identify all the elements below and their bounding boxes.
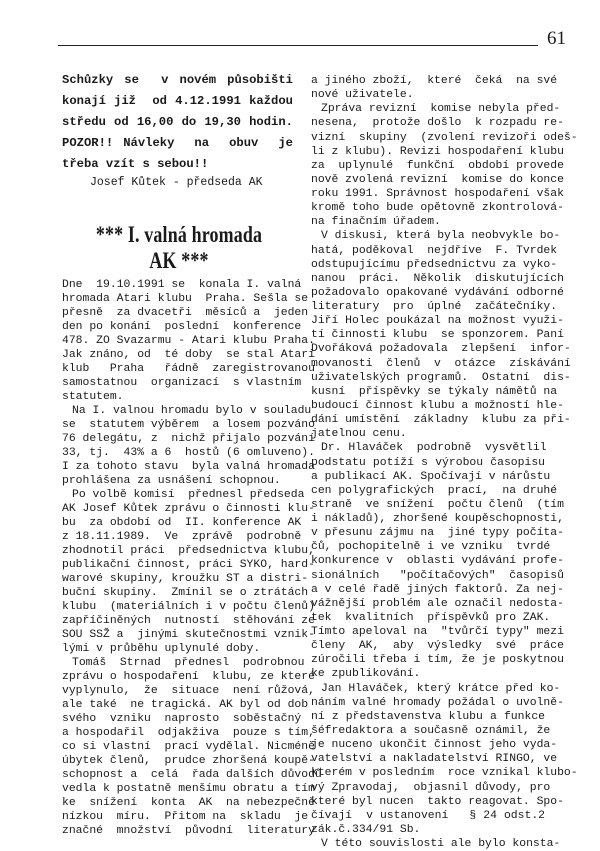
text-line: samostatnou organizací s vlastním [62,377,302,389]
text-line: nízkou míru. Přitom na skladu je [62,811,309,823]
text-line: vatelství a nakladatelství RINGO, ve [311,753,558,766]
text-line: šéfredaktora a současně oznámil, že [311,724,551,737]
text-line: SOU SSŽ a jinými skutečnostmi vznik- [62,629,315,641]
text-line: warové skupiny, kroužku ST a distri- [62,573,309,585]
text-line: vý Zpravodaj, objasnil důvody, pro [311,781,551,794]
text-line: klubu (materiálních i v počtu členů) [62,601,315,613]
text-line: Na I. valnou hromadu bylo v souladu [72,405,312,417]
text-line: ale také ne tragická. AK byl od dob [62,699,309,711]
text-line: prohlášena za usnášení schopnou. [62,475,281,487]
text-line: V této souvislosti ale bylo konsta- [321,838,561,851]
text-line: bu za období od II. konference AK [62,517,302,529]
text-line: kterém v posledním roce vznikal klubo- [311,767,578,780]
text-line: čívají v ustanovení § 24 odst.2 [311,809,545,822]
notice-line: Schůzky se v novém působišti [62,73,293,87]
text-line: nové uživatele. [311,89,414,102]
text-line: kromě toho bude opětovně zkontrolová- [311,202,564,215]
text-line: dání umístění základny klubu za při- [311,414,571,427]
text-line: a hospodařil odjakživa pouze s tím, [62,727,315,739]
notice-line: středu od 16,00 do 19,30 hodin. [62,115,293,129]
text-line: Zpráva revizní komise nebyla před- [321,103,561,116]
text-line: čů, pochopitelně i ve vzniku tvrdé [311,541,551,554]
text-line: li z klubu). Revizi hospodaření klubu [311,145,564,158]
text-line: svého vzniku naprosto soběstačný [62,713,302,725]
text-line: značné množství původní literatury [62,825,315,837]
text-line: vizní skupiny (zvolení revizoři odeš- [311,131,578,144]
text-line: zhodnotil práci předsednictva klubu, [62,545,315,557]
text-line: zúročili třeba i tím, že je poskytnou [311,654,564,667]
notice-line: třeba vzít s sebou!! [62,157,209,171]
text-line: z 18.11.1989. Ve zprávě podrobně [62,531,302,543]
text-line: zák.č.334/91 Sb. [311,823,421,836]
text-line: a publikací AK. Spočívají v nárůstu [311,470,551,483]
notice-line: POZOR!! Návleky na obuv je [62,136,293,150]
text-line: klub Praha řádně zaregistrovanou [62,363,315,375]
text-line: které byl nucen takto reagovat. Spo- [311,795,564,808]
text-line: AK Josef Kůtek zprávu o činnosti klu- [62,503,315,515]
text-line: v přesunu zájmu na jiné typy počíta- [311,527,564,540]
text-line: I za tohoto stavu byla valná hromada [62,461,315,473]
text-line: vážnější problém ale označil nedosta- [311,597,564,610]
text-line: co si vlastní prací vydělal. Nicméně [62,741,315,753]
text-line: roku 1991. Správnost hospodaření však [311,188,564,201]
text-line: Jiří Holec poukázal na možnost využi- [311,315,564,328]
text-line: tí činnosti klubu se sponzorem. Paní [311,329,564,342]
text-line: Jak znáno, od té doby se stal Atari [62,349,315,361]
text-line: V diskusi, která byla neobvykle bo- [321,230,561,243]
text-line: statutem. [62,391,124,403]
text-line: konkurence v oblasti vydávání profe- [311,555,564,568]
article-heading: *** I. valná hromada AK *** [95,222,263,273]
text-line: Jan Hlaváček, který krátce před ko- [321,682,561,695]
text-line: odstupujícímu předsednictvu za vyko- [311,258,558,271]
text-line: vyplynulo, že situace není růžová, [62,685,315,697]
text-line: úbytek členů, prudce zhoršená koupě- [62,755,315,767]
page-number: 61 [547,28,566,49]
text-line: uživatelských programů. Ostatní dis- [311,371,571,384]
notice-line: konají již od 4.12.1991 každou [62,94,293,108]
text-line: literatury pro úplné začátečníky. [311,301,558,314]
text-line: tek kvalitních příspěvků pro ZAK. [311,611,551,624]
text-line: movanosti členů v otázce získávání [311,357,571,370]
notice-signature: Josef Kůtek - předseda AK [90,176,263,189]
text-line: ke zpublikování. [311,668,421,681]
text-line: podstatu potíží s výrobou časopisu [311,456,545,469]
text-line: schopnost a celá řada dalších důvodů [62,769,322,781]
text-line: jatelnou cenu. [311,428,407,441]
text-line: zprávu o hospodaření klubu, ze které [62,671,315,683]
text-line: buční skupiny. Zmínil se o ztrátách [62,587,309,599]
text-line: přesně za dvacetři měsíců a jeden [62,307,309,319]
text-line: a v celé řadě jiných faktorů. Za nej- [311,583,564,596]
header-rule [58,45,538,46]
text-line: Dr. Hlaváček podrobně vysvětlil [321,442,547,455]
text-line: požadovalo opakované vydávání odborné [311,286,564,299]
text-line: náním valné hromady požádal o uvolně- [311,696,564,709]
text-line: den po konání poslední konference [62,321,302,333]
text-line: 76 delegátu, z nichž přijalo pozvání [62,433,315,445]
text-line: na finačním úřadem. [311,216,441,229]
text-line: je nuceno ukončit činnost jeho vyda- [311,739,558,752]
text-line: ní z představenstva klubu a funkce [311,710,545,723]
text-line: cen polygrafických prací, na druhé [311,484,558,497]
text-line: vedla k postatně menšímu obratu a tím [62,783,315,795]
text-line: ke snížení konta AK na nebezpečně [62,797,315,809]
text-line: sionálních "počítačových" časopisů [311,569,564,582]
text-line: za uplynulé funkční období provede [311,159,564,172]
text-line: se statutem výběrem a losem pozváno [62,419,315,431]
text-line: nově zvolená revizní komise do konce [311,173,564,186]
text-line: Po volbě komisí přednesl předseda [72,489,305,501]
text-line: Tomáš Strnad přednesl podrobnou [72,657,305,669]
text-line: a jiného zboží, které čeká na své [311,75,558,87]
text-line: nesena, protože došlo k rozpadu re- [311,117,564,130]
text-line: členy AK, aby výsledky své práce [311,640,564,653]
text-line: publikační činnost, práci SYKO, hard- [62,559,315,571]
text-line: hromada Atari klubu Praha. Sešla se [62,293,309,305]
text-line: straně ve snížení počtu členů (tím [311,498,564,511]
text-line: hatá, poděkoval nejdříve F. Tvrdek [311,244,558,257]
text-line: Tímto apeloval na "tvůrčí typy" mezi [311,626,564,639]
text-line: nanou práci. Několik diskutujících [311,272,564,285]
text-line: kusní příspěvky se týkaly námětů na [311,385,558,398]
text-line: budoucí činnost klubu a možností hle- [311,399,564,412]
text-line: lými v průběhu uplynulé doby. [62,643,261,655]
text-line: Dvořáková požadovala zlepšení infor- [311,343,571,356]
text-line: 33, tj. 43% a 6 hostů (6 omluveno). [62,447,315,459]
text-line: 478. ZO Svazarmu - Atari klubu Praha. [62,335,315,347]
text-line: Dne 19.10.1991 se konala I. valná [62,279,302,291]
text-line: zapříčiněných nutností stěhování ze [62,615,315,627]
text-line: i nákladů), zhoršené koupěschopnosti, [311,513,564,526]
